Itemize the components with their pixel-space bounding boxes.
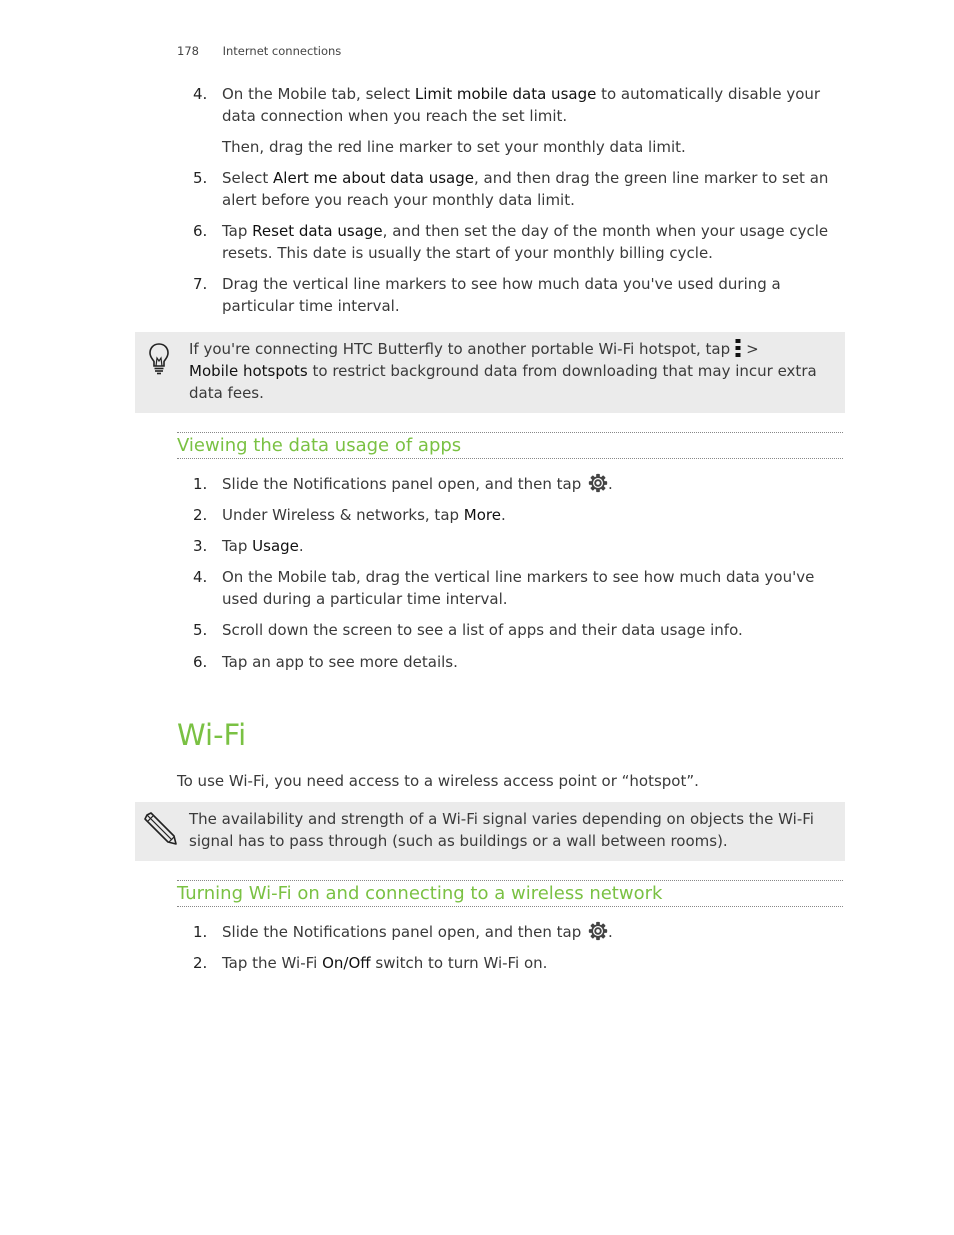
ui-term: Alert me about data usage — [273, 169, 474, 187]
step-number: 4. — [193, 85, 208, 103]
step-text: Slide the Notifications panel open, and then tap . — [222, 923, 613, 941]
step-number: 6. — [193, 653, 208, 671]
step-number: 7. — [193, 275, 208, 293]
lightbulb-icon — [148, 342, 170, 376]
more-menu-icon — [734, 339, 742, 357]
section-name: Internet connections — [222, 44, 342, 58]
ui-term: Mobile hotspots — [189, 362, 308, 380]
ui-term: Limit mobile data usage — [414, 85, 597, 103]
step-text: Tap Reset data usage, and then set the day of the month when your usage cycle resets. This date is usually the start of your monthly billing cycle. — [222, 222, 829, 262]
gear-icon — [588, 473, 608, 493]
step-number: 1. — [193, 475, 208, 493]
step-number: 5. — [193, 621, 208, 639]
pencil-icon — [143, 811, 177, 845]
step-number: 4. — [193, 568, 208, 586]
gear-icon — [588, 921, 608, 941]
subsection-heading: Viewing the data usage of apps — [177, 432, 843, 459]
step-text: On the Mobile tab, drag the vertical line markers to see how much data you've used during a particular time interval. — [222, 568, 815, 608]
step-text: Slide the Notifications panel open, and then tap . — [222, 475, 613, 493]
subsection-heading: Turning Wi-Fi on and connecting to a wireless network — [177, 880, 843, 907]
ui-term: Usage — [252, 537, 299, 555]
step-text: Scroll down the screen to see a list of apps and their data usage info. — [222, 621, 743, 639]
step-text: Tap the Wi-Fi On/Off switch to turn Wi-Fi on. — [222, 954, 548, 972]
step-number: 5. — [193, 169, 208, 187]
page-header — [177, 44, 341, 58]
section-title: Wi-Fi — [177, 718, 247, 752]
note-box — [135, 802, 845, 861]
ui-term: Reset data usage — [252, 222, 383, 240]
step-text: On the Mobile tab, select Limit mobile data usage to automatically disable your data connection when you reach the set limit. — [222, 85, 821, 125]
step-text: Drag the vertical line markers to see how much data you've used during a particular time interval. — [222, 275, 781, 315]
step-text: Select Alert me about data usage, and then drag the green line marker to set an alert before you reach your monthly data limit. — [222, 169, 829, 209]
step-text: Tap an app to see more details. — [222, 653, 458, 671]
step-number: 2. — [193, 506, 208, 524]
step-text: Under Wireless & networks, tap More. — [222, 506, 506, 524]
tip-text: If you're connecting HTC Butterfly to another portable Wi-Fi hotspot, tap > Mobile hotspots to restrict background data from downloading that may incur extra data fees. — [189, 340, 817, 402]
ui-term: More — [463, 506, 501, 524]
step-text: Then, drag the red line marker to set your monthly data limit. — [222, 138, 686, 156]
note-text: The availability and strength of a Wi-Fi signal varies depending on objects the Wi-Fi signal has to pass through (such as buildings or a wall between rooms). — [189, 810, 814, 850]
page-number: 178 — [177, 44, 199, 58]
tip-box — [135, 332, 845, 413]
ui-term: On/Off — [322, 954, 371, 972]
step-number: 1. — [193, 923, 208, 941]
step-text: Tap Usage. — [222, 537, 304, 555]
step-number: 3. — [193, 537, 208, 555]
step-number: 2. — [193, 954, 208, 972]
step-number: 6. — [193, 222, 208, 240]
intro-paragraph: To use Wi-Fi, you need access to a wireless access point or “hotspot”. — [177, 772, 699, 790]
